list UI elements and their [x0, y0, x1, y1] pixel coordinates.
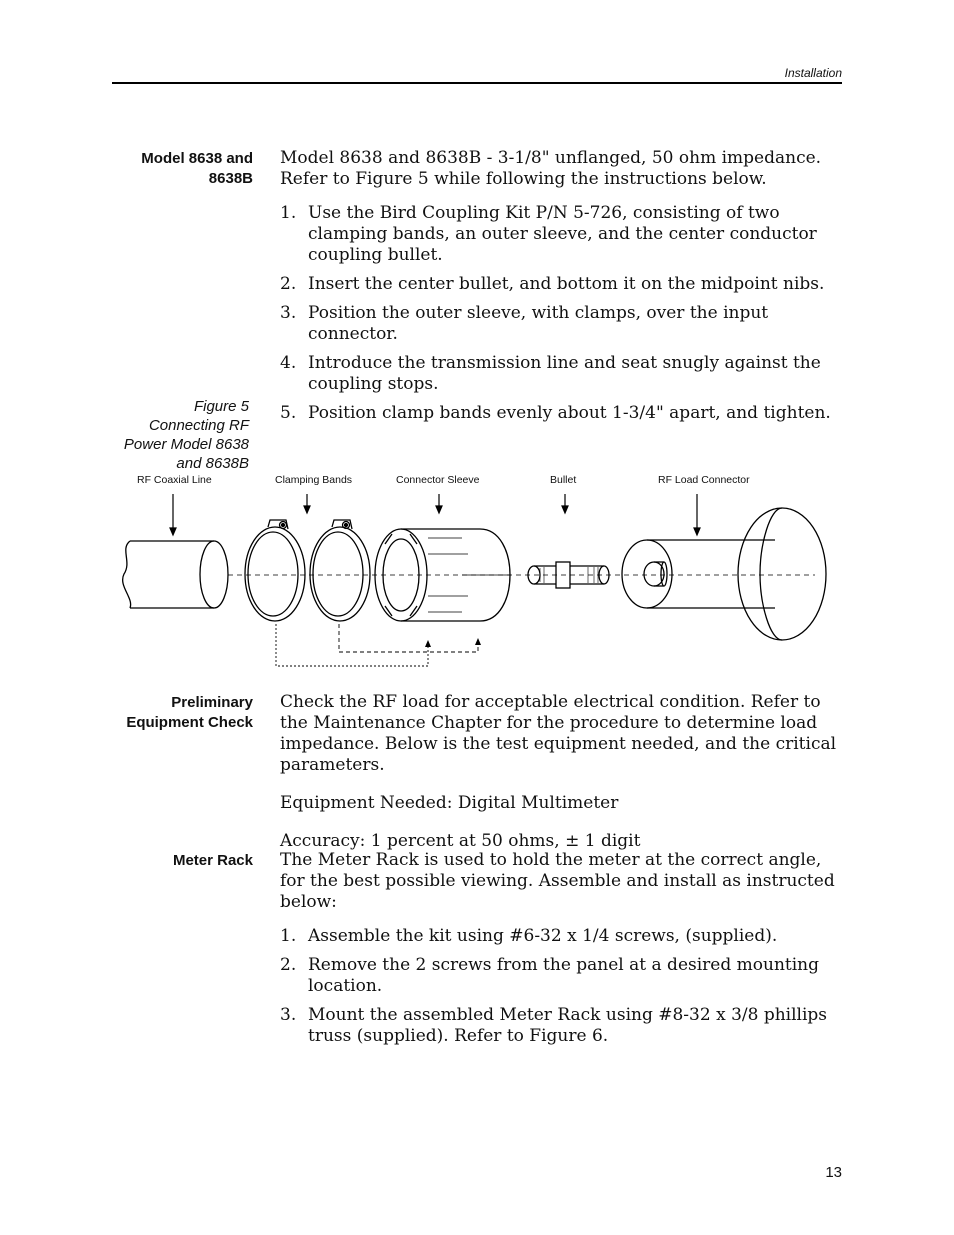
- label-clamping-bands: Clamping Bands: [275, 474, 353, 486]
- dotted-tie-lines: [276, 624, 481, 666]
- figure-caption-line3: Power Model 8638: [123, 436, 249, 453]
- section-heading-model-line2: 8638B: [208, 170, 253, 187]
- check-paragraph-3: Accuracy: 1 percent at 50 ohms, ± 1 digit: [280, 831, 641, 851]
- figure-caption: [79, 397, 249, 473]
- label-rf-load-connector: RF Load Connector: [658, 474, 750, 486]
- rack-intro: The Meter Rack is used to hold the meter at the correct angle, for the best possible viewing. Assemble and install as instructed below:: [280, 850, 835, 912]
- rf-load-connector-part: [622, 508, 826, 640]
- list-item: [280, 955, 840, 997]
- step-number: 1.: [280, 926, 297, 946]
- step-text: Introduce the transmission line and seat snugly against the coupling stops.: [308, 353, 821, 394]
- running-head: Installation: [784, 66, 842, 80]
- step-text: Insert the center bullet, and bottom it on the midpoint nibs.: [308, 274, 825, 294]
- label-connector-sleeve: Connector Sleeve: [396, 474, 480, 486]
- step-text: Use the Bird Coupling Kit P/N 5-726, consisting of two clamping bands, an outer sleeve, and the center conductor coupling bullet.: [308, 203, 817, 265]
- step-number: 3.: [280, 1005, 297, 1025]
- clamping-band-2-part: [310, 520, 370, 621]
- header-rule: [112, 82, 842, 84]
- step-text: Remove the 2 screws from the panel at a desired mounting location.: [308, 955, 819, 996]
- section-heading-model-line1: Model 8638 and: [141, 150, 253, 167]
- section-heading-rack-text: Meter Rack: [172, 852, 253, 869]
- step-text: Mount the assembled Meter Rack using #8-32 x 3/8 phillips truss (supplied). Refer to Figure 6.: [308, 1005, 828, 1046]
- section-body-check: [280, 692, 840, 852]
- label-bullet: Bullet: [550, 474, 577, 486]
- figure-caption-line2: Connecting RF: [148, 417, 249, 434]
- page-number: 13: [825, 1164, 842, 1181]
- section-body-rack: [280, 850, 840, 1055]
- step-number: 2.: [280, 274, 297, 294]
- clamping-band-1-part: [245, 520, 305, 621]
- list-item: [280, 926, 840, 947]
- figure-caption-line1: Figure 5: [193, 398, 249, 415]
- list-item: [280, 203, 840, 266]
- bullet-part: [528, 562, 609, 588]
- list-item: [280, 303, 840, 345]
- step-text: Position the outer sleeve, with clamps, over the input connector.: [308, 303, 769, 344]
- label-rf-coaxial-line: RF Coaxial Line: [137, 474, 212, 486]
- section-heading-model: [83, 149, 253, 189]
- step-number: 3.: [280, 303, 297, 323]
- step-number: 5.: [280, 403, 297, 423]
- section-heading-check-line2: Equipment Check: [126, 714, 253, 731]
- section-heading-check: [83, 693, 253, 733]
- check-paragraph-2: Equipment Needed: Digital Multimeter: [280, 793, 619, 813]
- step-number: 1.: [280, 203, 297, 223]
- figure-5-diagram: [110, 474, 845, 674]
- list-item: [280, 403, 840, 424]
- model-steps: [280, 203, 840, 424]
- section-heading-rack: [83, 851, 253, 871]
- list-item: [280, 1005, 840, 1047]
- step-text: Position clamp bands evenly about 1-3/4" apart, and tighten.: [308, 403, 831, 423]
- section-body-model: [280, 148, 840, 432]
- check-paragraph-1: Check the RF load for acceptable electrical condition. Refer to the Maintenance Chapter for the procedure to determine load impedance. Below is the test equipment needed, and the critical parameters.: [280, 692, 837, 775]
- figure-5-drawing: [110, 474, 845, 674]
- step-text: Assemble the kit using #6-32 x 1/4 screws, (supplied).: [308, 926, 778, 946]
- step-number: 4.: [280, 353, 297, 373]
- connector-sleeve-part: [375, 529, 510, 621]
- list-item: [280, 274, 840, 295]
- step-number: 2.: [280, 955, 297, 975]
- figure-caption-line4: and 8638B: [176, 455, 249, 472]
- section-heading-check-line1: Preliminary: [171, 694, 253, 711]
- model-intro: Model 8638 and 8638B - 3-1/8" unflanged, 50 ohm impedance. Refer to Figure 5 while following the instructions below.: [280, 148, 822, 189]
- rack-steps: [280, 926, 840, 1047]
- rf-coaxial-line-part: [123, 541, 228, 608]
- list-item: [280, 353, 840, 395]
